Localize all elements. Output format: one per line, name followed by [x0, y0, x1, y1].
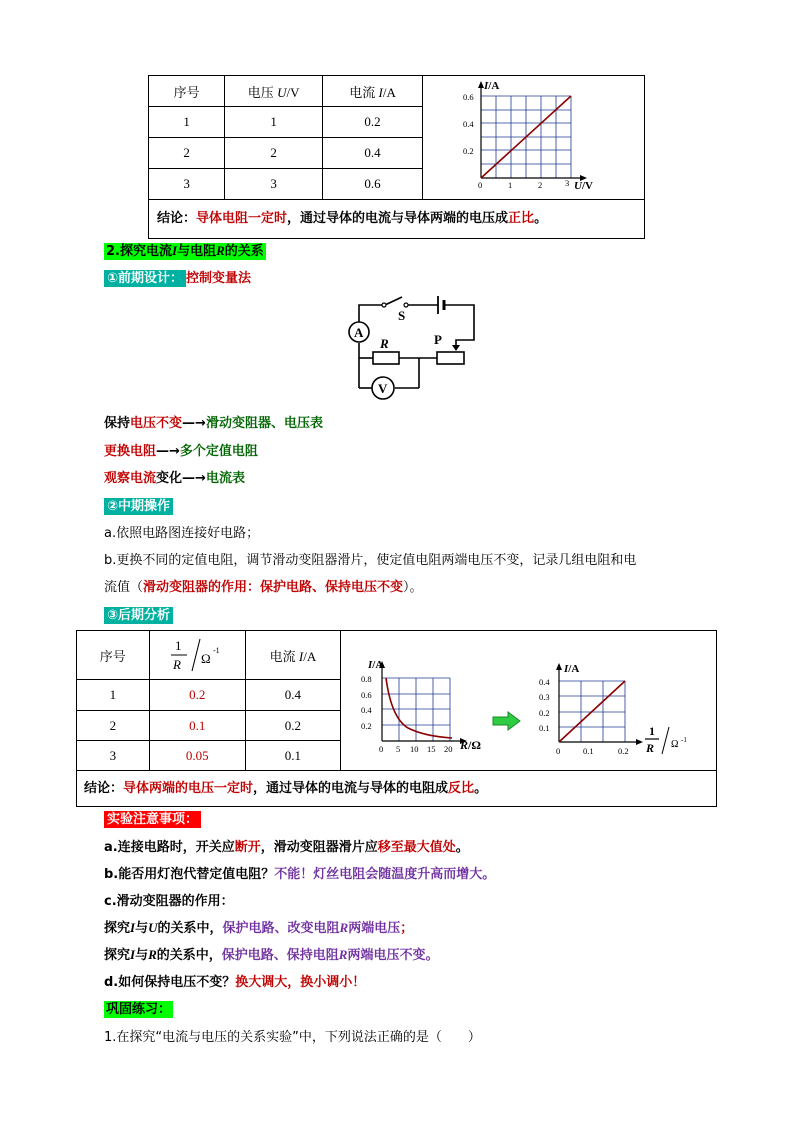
- y-axis-unit: /A: [488, 80, 500, 92]
- tick-label: 15: [427, 744, 436, 754]
- note-b1: b.能否用灯泡代替定值电阻？: [104, 867, 275, 882]
- cell: 0.4: [245, 680, 340, 711]
- header-voltage-text: 电压: [247, 84, 274, 100]
- svg-text:R/Ω: [459, 738, 481, 752]
- mid-label-line: [104, 495, 173, 514]
- y-axis-label: I: [564, 663, 569, 675]
- note-d2: 换大调大，换小调小！: [235, 975, 366, 990]
- header-current-text: 电流: [349, 84, 376, 100]
- mid-b2b: 滑动变阻器的作用：保护电路、保持电压不变: [143, 580, 404, 595]
- conclusion-text: ，通过导体的电流与导体的电阻成: [253, 781, 449, 796]
- data-table-2: [76, 630, 341, 771]
- mid-step-b1: b.更换不同的定值电阻，调节滑动变阻器滑片，使定值电阻两端电压不变，记录几组电阻和电: [104, 553, 637, 568]
- keep-line-1: [104, 412, 323, 431]
- reciprocal-r-symbol: [167, 635, 227, 675]
- tick-label: 0: [478, 180, 483, 190]
- mid-b2a: 流值（: [104, 580, 144, 595]
- tick-label: 20: [444, 744, 453, 754]
- tick-label: 0.2: [361, 721, 372, 731]
- mid-b2c: ）。: [403, 580, 423, 595]
- conclusion-text: ，通过导体的电流与导体两端的电压成: [287, 211, 509, 226]
- green-arrow-icon: [492, 711, 522, 731]
- section-title-c: 的关系: [224, 244, 264, 259]
- conclusion-result: 反比: [448, 781, 475, 796]
- table-row: [77, 741, 341, 771]
- tick-label: 0.4: [361, 705, 372, 715]
- section-2-title: [104, 240, 266, 259]
- note-c2r2: R: [148, 947, 157, 962]
- ohm-unit: Ω: [201, 651, 211, 666]
- tick-label: 5: [396, 744, 401, 754]
- frac-num: 1: [175, 638, 182, 653]
- keep-l3b: 电流: [130, 471, 157, 486]
- svg-text:I/A: [483, 80, 499, 92]
- keep-l1c: —→: [182, 416, 206, 431]
- note-c1i: I: [130, 920, 136, 935]
- table2-conclusion: [84, 777, 487, 796]
- cell: 2: [225, 138, 323, 169]
- cell: 1: [77, 680, 150, 711]
- data-table-1: [148, 75, 423, 200]
- tick-label: 0.1: [539, 723, 550, 733]
- note-c1c: 的关系中，: [157, 921, 223, 936]
- note-c1d: 保护电路、改变电阻: [222, 921, 340, 936]
- cell: 0.2: [149, 680, 245, 711]
- graph-i-vs-r: [356, 656, 506, 756]
- tick-label: 0.2: [539, 708, 550, 718]
- notes-label: 实验注意事项：: [104, 811, 201, 828]
- header-current: [245, 631, 340, 680]
- keep-l1b: 电压不变: [130, 416, 183, 431]
- late-label: ③后期分析: [104, 607, 173, 624]
- section-2-highlight: [104, 243, 266, 260]
- note-c2e: 两端电压不变。: [347, 948, 439, 963]
- table2-divider: [340, 630, 341, 770]
- cell: 3: [225, 169, 323, 200]
- conclusion-label: 结论：: [157, 211, 197, 226]
- keep-l2a: 更换电阻: [104, 444, 157, 459]
- table-row: [77, 680, 341, 711]
- conclusion-end: 。: [474, 781, 488, 796]
- note-c1u: U: [148, 920, 158, 935]
- svg-text:U/V: [574, 180, 593, 192]
- graph-i-vs-reciprocal-r: [536, 660, 706, 760]
- section-title-b: 与电阻: [177, 244, 217, 259]
- note-c2i: I: [130, 947, 136, 962]
- tick-label: 0.2: [618, 746, 629, 756]
- mid-label: ②中期操作: [104, 498, 173, 515]
- header-voltage: [225, 76, 323, 107]
- section-title-a: 探究电流: [119, 244, 172, 259]
- design-line: [104, 267, 251, 286]
- x-frac-num: 1: [649, 724, 655, 738]
- cell: 3: [77, 741, 150, 771]
- tick-label: 0.4: [463, 119, 474, 129]
- note-c2c: 的关系中，: [156, 948, 222, 963]
- keep-l1d: 滑动变阻器、电压表: [205, 416, 323, 431]
- practice-question-1: 1.在探究“电流与电压的关系实验”中，下列说法正确的是（ ）: [104, 1030, 481, 1045]
- cell: 0.4: [323, 138, 423, 169]
- circuit-diagram: [340, 290, 490, 405]
- mid-step-a: a.依照电路图连接好电路；: [104, 526, 260, 541]
- header-index: 序号: [77, 631, 150, 680]
- tick-label: 0.4: [539, 677, 550, 687]
- inverse-curve: [386, 678, 452, 738]
- late-label-line: [104, 604, 173, 623]
- table1-divider: [422, 75, 423, 199]
- tick-label: 0.1: [583, 746, 594, 756]
- note-c2a: 探究: [104, 948, 131, 963]
- y-axis-unit: /A: [372, 659, 384, 671]
- design-method: 控制变量法: [186, 271, 252, 286]
- section-title-i: I: [172, 243, 178, 258]
- note-a2: 断开: [234, 840, 261, 855]
- x-axis-unit: /V: [581, 180, 593, 192]
- table-row: [149, 107, 423, 138]
- cell: 0.05: [149, 741, 245, 771]
- note-b: [104, 863, 495, 882]
- cell: 2: [77, 711, 150, 741]
- header-voltage-symbol: U: [277, 84, 287, 100]
- header-reciprocal-r: [149, 631, 245, 680]
- table-row: [149, 169, 423, 200]
- note-c2d: 保护电路、保持电阻: [221, 948, 339, 963]
- cell: 0.1: [149, 711, 245, 741]
- cell: 1: [149, 107, 225, 138]
- x-unit: Ω: [671, 739, 679, 750]
- note-c: c.滑动变阻器的作用：: [104, 894, 234, 909]
- header-index: 序号: [149, 76, 225, 107]
- note-b2: 不能！灯丝电阻会随温度升高而增大。: [274, 867, 496, 882]
- design-label: ①前期设计：: [104, 270, 186, 287]
- header-current-text: 电流: [269, 648, 296, 664]
- header-current-symbol: I: [298, 648, 304, 664]
- keep-l3a: 观察: [104, 471, 131, 486]
- x-axis-label: U: [574, 180, 582, 192]
- keep-l3d: 电流表: [205, 471, 245, 486]
- tick-label: 3: [565, 178, 570, 188]
- unit-exponent: -1: [213, 646, 220, 655]
- x-axis-unit: /Ω: [468, 738, 481, 752]
- y-axis-label: I: [484, 80, 489, 92]
- graph-i-vs-u: [460, 78, 610, 196]
- note-a5: 。: [455, 840, 469, 855]
- tick-label: 2: [538, 180, 543, 190]
- x-frac-den: R: [646, 741, 655, 755]
- conclusion-result: 正比: [508, 211, 535, 226]
- note-a1: a.连接电路时，开关应: [104, 840, 235, 855]
- tick-label: 0: [556, 746, 561, 756]
- section-number: 2.: [106, 244, 120, 259]
- cell: 0.2: [323, 107, 423, 138]
- y-axis-label: I: [368, 659, 373, 671]
- keep-l2d: 多个定值电阻: [179, 444, 258, 459]
- table-row: [149, 138, 423, 169]
- keep-line-2: [104, 440, 258, 459]
- svg-text:I/A: [563, 663, 579, 675]
- cell: 1: [225, 107, 323, 138]
- note-a3: ，滑动变阻器滑片应: [260, 840, 378, 855]
- keep-l1a: 保持: [104, 416, 131, 431]
- cell: 0.6: [323, 169, 423, 200]
- cell: 3: [149, 169, 225, 200]
- practice-label-line: [104, 998, 173, 1017]
- note-d: [104, 971, 365, 990]
- note-c1a: 探究: [104, 921, 131, 936]
- cell: 0.2: [245, 711, 340, 741]
- svg-text:I/A: [367, 659, 383, 671]
- resistor-label: R: [380, 336, 389, 351]
- frac-den: R: [173, 657, 182, 672]
- cell: 2: [149, 138, 225, 169]
- header-current-unit: /A: [382, 84, 396, 100]
- tick-label: 1: [508, 180, 513, 190]
- slider-label: P: [434, 332, 442, 347]
- mid-step-b2: [104, 576, 423, 595]
- header-current-unit: /A: [303, 648, 317, 664]
- voltmeter-label: V: [378, 381, 388, 396]
- conclusion-label: 结论：: [84, 781, 124, 796]
- proportional-line: [559, 681, 625, 742]
- note-c1b: 与: [135, 921, 149, 936]
- keep-l3c: 变化: [156, 471, 183, 486]
- note-d1: d.如何保持电压不变？: [104, 975, 236, 990]
- notes-label-line: [104, 808, 201, 827]
- header-voltage-unit: /V: [286, 84, 300, 100]
- note-c2b: 与: [135, 948, 149, 963]
- table-row: [77, 711, 341, 741]
- conclusion-condition: 导体两端的电压一定时: [123, 781, 254, 796]
- keep-l3e: —→: [182, 471, 206, 486]
- cell: 0.1: [245, 741, 340, 771]
- header-current: [323, 76, 423, 107]
- tick-label: 0: [379, 744, 384, 754]
- tick-label: 0.8: [361, 674, 372, 684]
- practice-label: 巩固练习：: [106, 1002, 172, 1017]
- switch-label: S: [398, 308, 406, 323]
- tick-label: 0.6: [361, 690, 372, 700]
- x-axis-label: R: [460, 738, 469, 752]
- keep-l2c: —→: [156, 444, 180, 459]
- note-c2r: R: [338, 947, 348, 962]
- header-current-symbol: I: [378, 84, 383, 100]
- keep-line-3: [104, 467, 245, 486]
- table1-conclusion-divider: [148, 199, 645, 200]
- y-axis-unit: /A: [568, 663, 580, 675]
- tick-label: 0.2: [463, 146, 474, 156]
- section-title-r: R: [216, 243, 225, 258]
- conclusion-condition: 导体电阻一定时: [196, 211, 288, 226]
- note-a: [104, 836, 469, 855]
- tick-label: 0.6: [463, 92, 474, 102]
- tick-label: 0.3: [539, 692, 550, 702]
- ammeter-label: A: [354, 325, 364, 340]
- tick-label: 10: [410, 744, 419, 754]
- note-c1e: 两端电压: [348, 921, 401, 936]
- note-a4: 移至最大值处: [377, 840, 456, 855]
- table2-conclusion-divider: [76, 770, 717, 771]
- table1-conclusion: [157, 207, 547, 226]
- note-c1: [104, 917, 413, 936]
- x-unit-exponent: -1: [681, 736, 687, 744]
- conclusion-end: 。: [534, 211, 548, 226]
- note-c1-semicolon: ；: [400, 921, 414, 936]
- note-c2: [104, 944, 438, 963]
- note-c1r: R: [339, 920, 349, 935]
